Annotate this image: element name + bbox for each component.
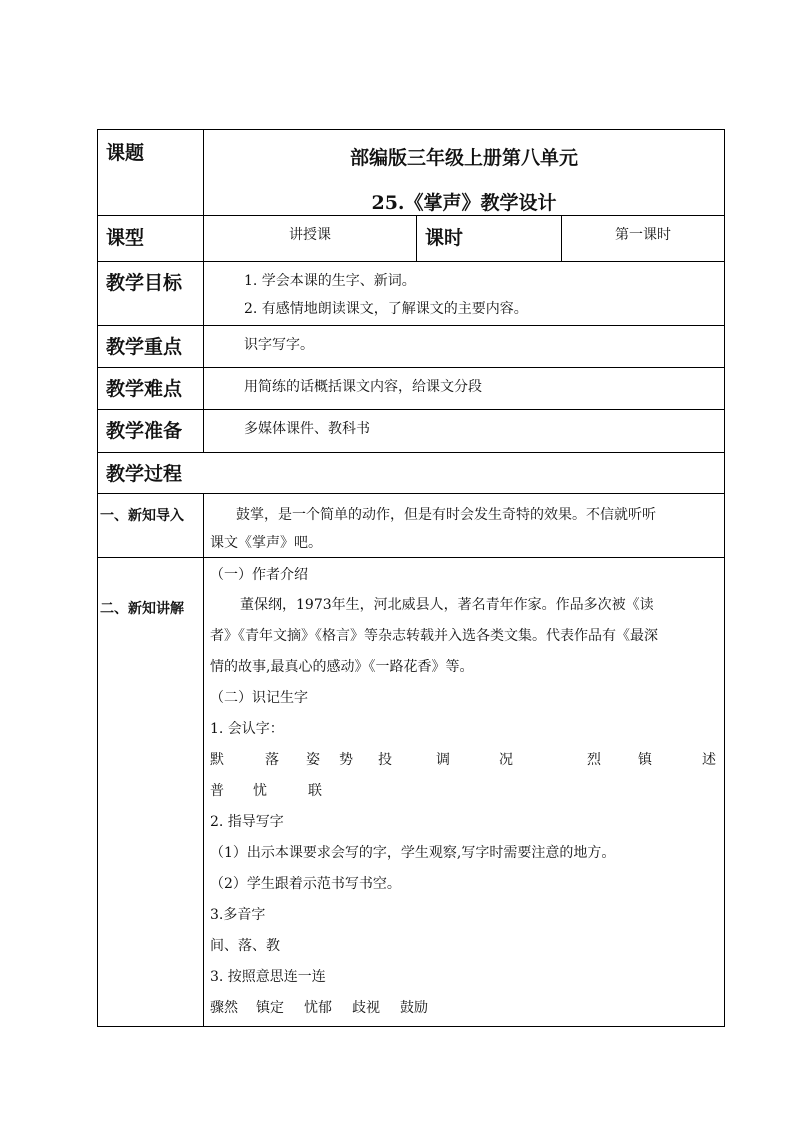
- difficulty-label: 教学难点: [98, 368, 204, 410]
- char: 况: [499, 752, 513, 768]
- focus-label: 教学重点: [98, 326, 204, 368]
- row-intro: [98, 494, 725, 558]
- write-step-1: （1）出示本课要求会写的字，学生观察,写字时需要注意的地方。: [210, 845, 616, 861]
- char: 镇: [638, 752, 652, 768]
- write-label: 2. 指导写字: [210, 814, 284, 830]
- char: 调: [436, 752, 450, 768]
- char: 姿: [306, 752, 320, 768]
- row-type: [98, 216, 725, 262]
- char: 投: [378, 752, 392, 768]
- char: 普: [210, 783, 224, 799]
- connect-label: 3. 按照意思连一连: [210, 969, 326, 985]
- difficulty-value: 用简练的话概括课文内容，给课文分段: [204, 368, 725, 410]
- author-line-2: 者》《青年文摘》《格言》等杂志转载并入选各类文集。代表作品有《最深: [210, 628, 658, 644]
- row-process: [98, 453, 725, 494]
- focus-value: 识字写字。: [204, 326, 725, 368]
- goals-cell: [204, 262, 725, 326]
- explain-cell: [204, 558, 725, 1027]
- goal-item-1: 1. 学会本课的生字、新词。: [244, 273, 416, 289]
- connect-word: 鼓励: [400, 1000, 428, 1016]
- char: 烈: [587, 752, 601, 768]
- goal-item-2: 2. 有感情地朗读课文，了解课文的主要内容。: [244, 301, 528, 317]
- type-label: 课型: [98, 216, 204, 262]
- lesson-plan-table: [97, 129, 725, 1027]
- char: 默: [210, 752, 224, 768]
- row-difficulty: [98, 368, 725, 410]
- topic-title-cell: [204, 130, 725, 216]
- connect-word: 骤然: [210, 1000, 238, 1016]
- row-prep: [98, 410, 725, 453]
- char: 联: [308, 783, 322, 799]
- row-explain: [98, 558, 725, 1027]
- goals-label: 教学目标: [98, 262, 204, 326]
- period-label: 课时: [417, 216, 562, 262]
- intro-line-1: 鼓掌，是一个简单的动作，但是有时会发生奇特的效果。不信就听听: [236, 507, 656, 523]
- connect-word: 歧视: [352, 1000, 380, 1016]
- intro-label: 一、新知导入: [98, 494, 204, 558]
- char: 落: [265, 752, 279, 768]
- period-value: 第一课时: [562, 216, 725, 262]
- topic-label: 课题: [98, 130, 204, 216]
- title-line-2: 25.《掌声》教学设计: [371, 192, 557, 214]
- row-focus: [98, 326, 725, 368]
- connect-word: 镇定: [256, 1000, 284, 1016]
- prep-label: 教学准备: [98, 410, 204, 453]
- explain-label: 二、新知讲解: [98, 558, 204, 1027]
- chars-row-2: [210, 780, 718, 811]
- connect-word: 忧郁: [304, 1000, 332, 1016]
- char: 忧: [253, 783, 267, 799]
- recognize-label: 1. 会认字：: [210, 721, 284, 737]
- intro-line-2: 课文《掌声》吧。: [210, 535, 322, 551]
- chars-row-1: [210, 749, 718, 780]
- connect-words: [210, 997, 718, 1025]
- write-step-2: （2）学生跟着示范书写书空。: [210, 876, 401, 892]
- row-topic: [98, 130, 725, 216]
- author-line-1: 董保纲，1973年生，河北威县人，著名青年作家。作品多次被《读: [240, 597, 654, 613]
- section-chars: （二）识记生字: [210, 690, 308, 706]
- author-line-3: 情的故事,最真心的感动》《一路花香》等。: [210, 659, 474, 675]
- char: 势: [339, 752, 353, 768]
- polyphonic-label: 3.多音字: [210, 907, 266, 923]
- intro-cell: [204, 494, 725, 558]
- title-line-1: 部编版三年级上册第八单元: [350, 147, 579, 169]
- process-label: 教学过程: [98, 453, 725, 494]
- row-goals: [98, 262, 725, 326]
- section-author: （一）作者介绍: [210, 567, 308, 583]
- type-value: 讲授课: [204, 216, 417, 262]
- char: 述: [702, 752, 716, 768]
- polyphonic-value: 间、落、教: [210, 938, 280, 954]
- prep-value: 多媒体课件、教科书: [204, 410, 725, 453]
